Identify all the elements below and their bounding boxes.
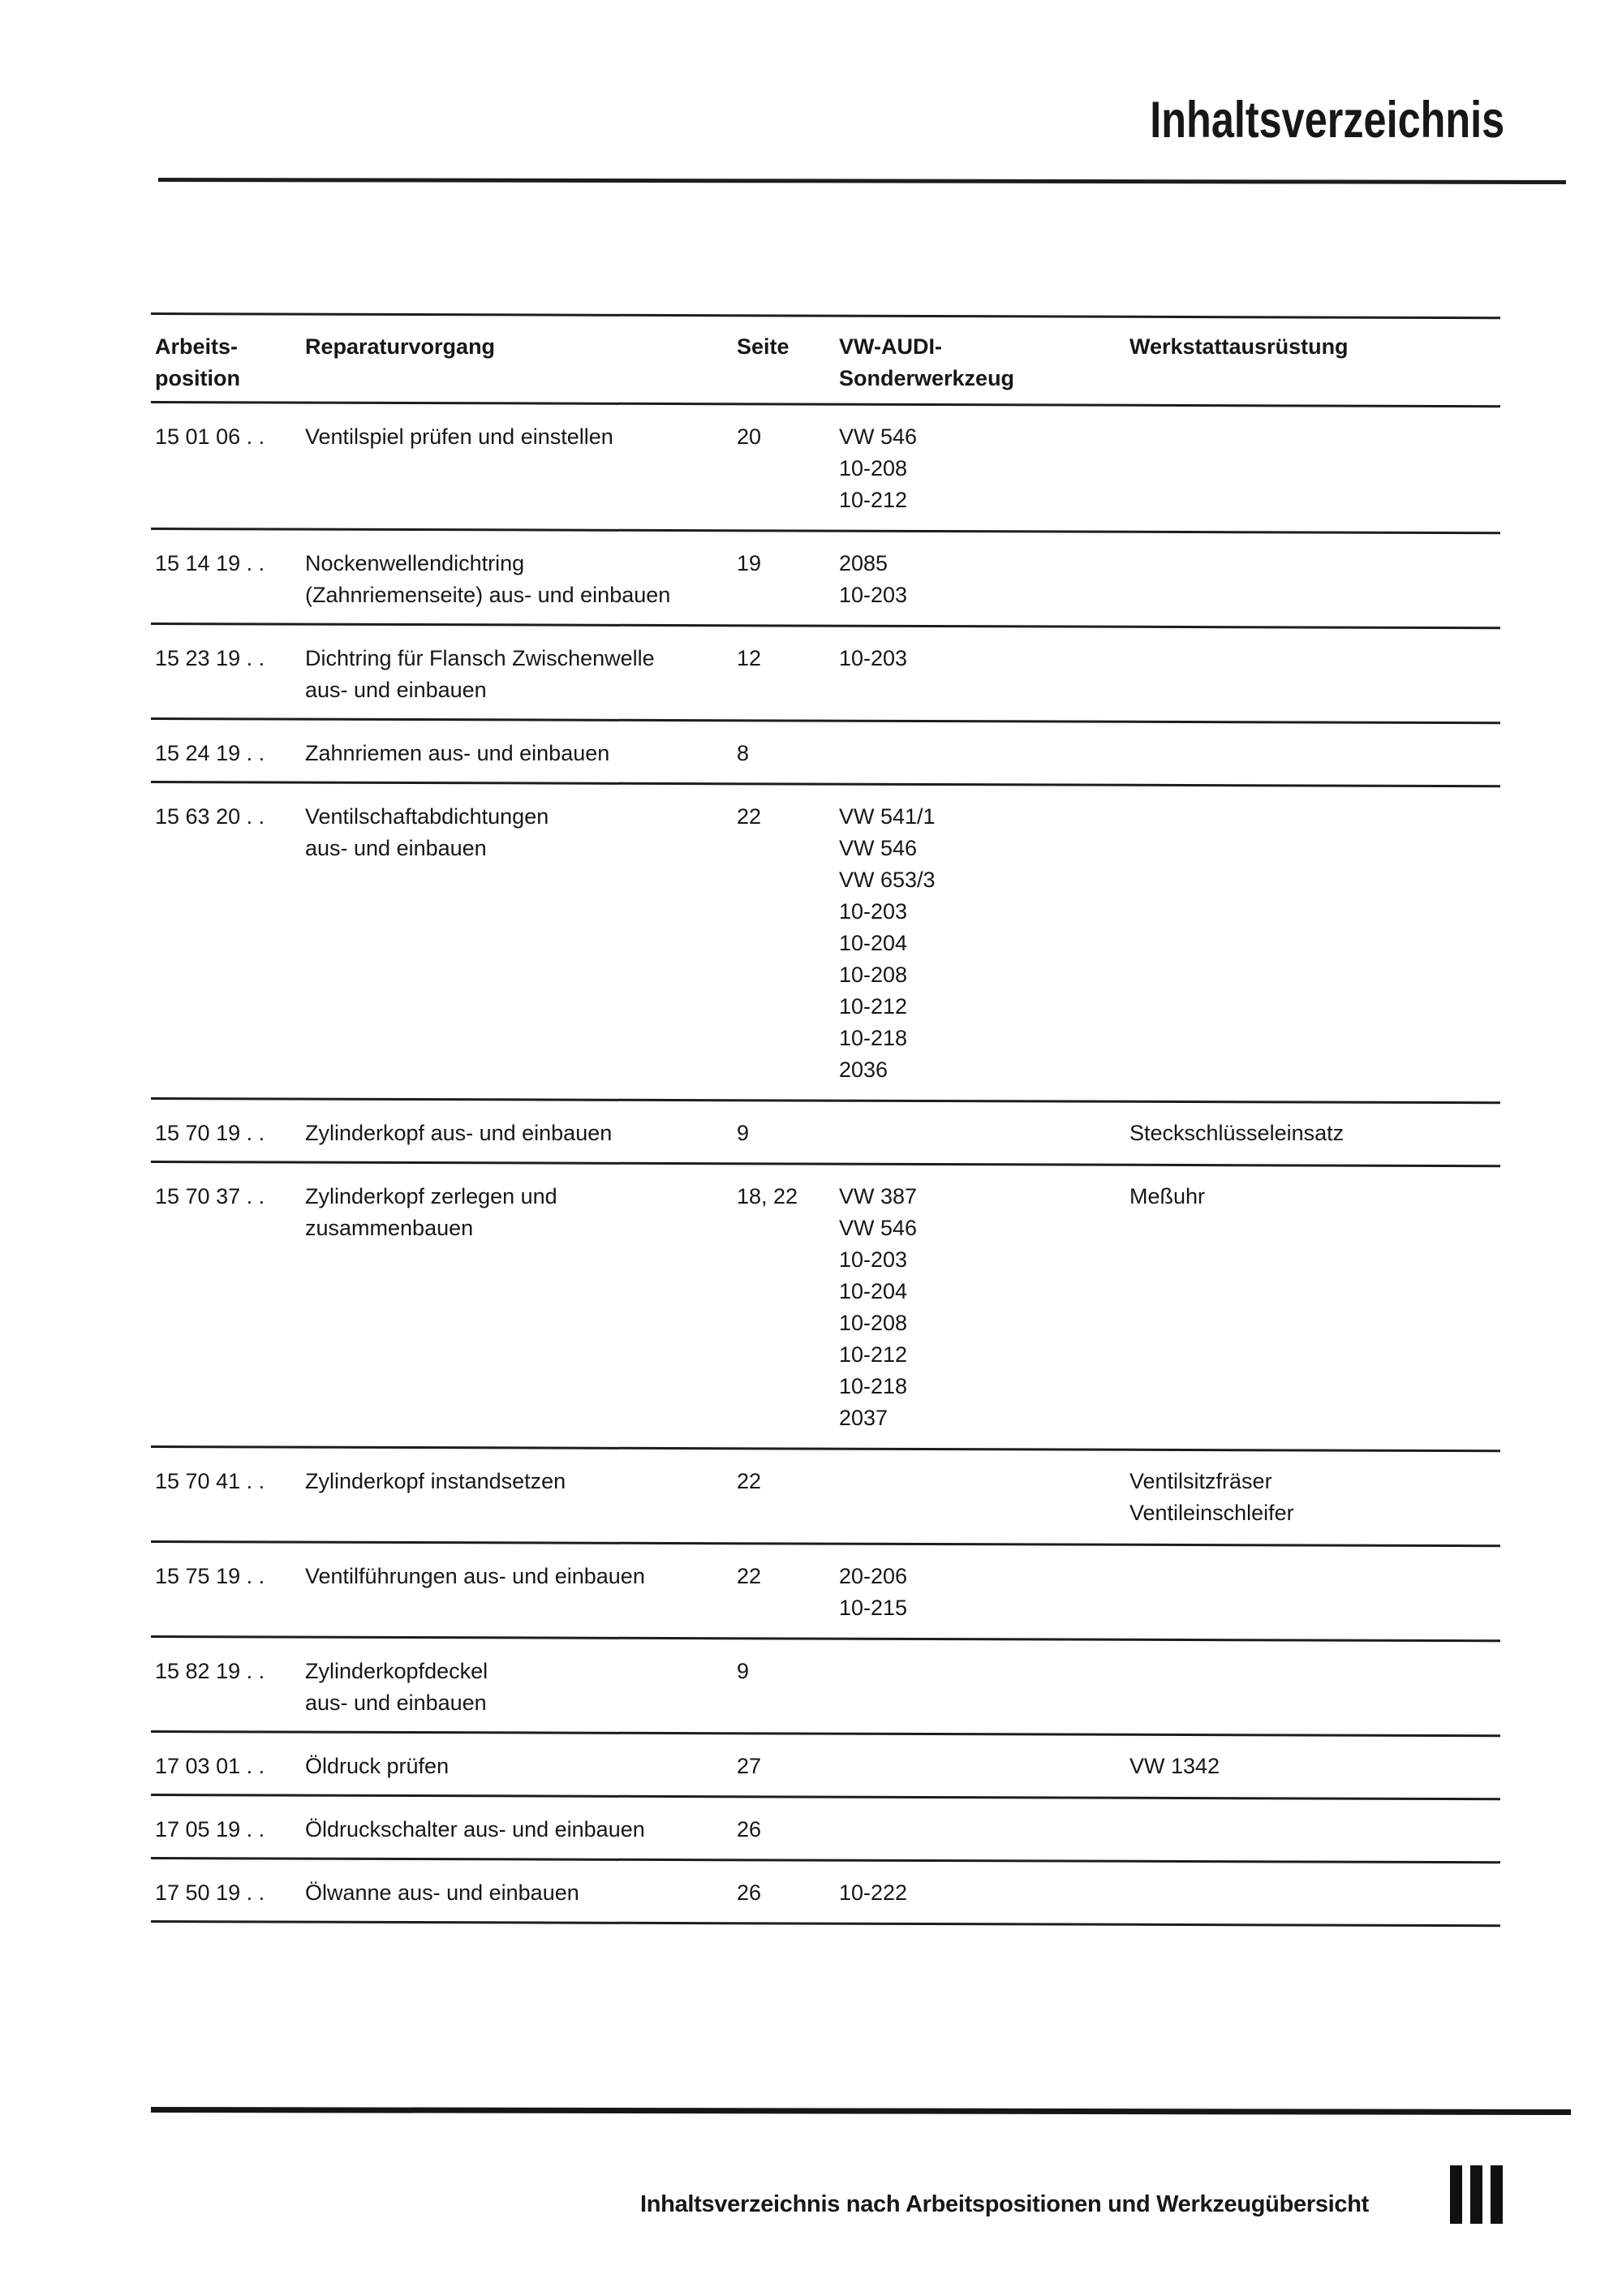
- cell-arbeitsposition: [155, 1181, 305, 1434]
- text-line: 15 75 19 . .: [155, 1564, 265, 1588]
- text-line: 10-204: [839, 1279, 908, 1303]
- cell-seite: [737, 1181, 839, 1434]
- text-line: 10-208: [839, 1311, 908, 1335]
- cell-reparaturvorgang: [305, 1561, 737, 1624]
- cell-werkstattausruestung: [1129, 801, 1499, 1086]
- table-row: [155, 1100, 1499, 1161]
- table-row: [155, 625, 1499, 717]
- cell-seite: [737, 1814, 839, 1846]
- text-line: (Zahnriemenseite) aus- und einbauen: [305, 583, 671, 607]
- text-line: 10-215: [839, 1596, 908, 1620]
- table-body: [155, 403, 1499, 1923]
- text-line: 26: [737, 1880, 762, 1905]
- text-line: 10-222: [839, 1880, 908, 1905]
- header-sonderwerkzeug: [839, 331, 1129, 394]
- cell-reparaturvorgang: [305, 801, 737, 1086]
- cell-reparaturvorgang: [305, 548, 737, 611]
- cell-seite: [737, 1751, 839, 1782]
- text-line: Meßuhr: [1129, 1184, 1206, 1208]
- table-row: [155, 403, 1499, 528]
- roman-numeral-bar: [1491, 2165, 1503, 2224]
- text-line: aus- und einbauen: [305, 836, 487, 860]
- cell-seite: [737, 1466, 839, 1529]
- cell-werkstattausruestung: [1129, 738, 1499, 769]
- text-line: position: [155, 366, 240, 390]
- text-line: Ventilschaftabdichtungen: [305, 804, 549, 829]
- text-line: Sonderwerkzeug: [839, 366, 1015, 390]
- text-line: 17 05 19 . .: [155, 1817, 265, 1842]
- text-line: 26: [737, 1817, 762, 1842]
- text-line: VW 546: [839, 424, 918, 449]
- cell-seite: [737, 421, 839, 516]
- text-line: 10-218: [839, 1374, 908, 1398]
- table-row: [155, 1543, 1499, 1635]
- roman-numeral-bar: [1470, 2165, 1482, 2224]
- text-line: aus- und einbauen: [305, 1691, 487, 1715]
- text-line: 9: [737, 1659, 750, 1683]
- text-line: 17 03 01 . .: [155, 1754, 265, 1778]
- text-line: 10-218: [839, 1026, 908, 1050]
- text-line: aus- und einbauen: [305, 678, 487, 702]
- text-line: 27: [737, 1754, 762, 1778]
- cell-reparaturvorgang: [305, 421, 737, 516]
- table-row: [155, 1859, 1499, 1920]
- text-line: VW 546: [839, 836, 918, 860]
- cell-reparaturvorgang: [305, 738, 737, 769]
- cell-sonderwerkzeug: [839, 801, 1129, 1086]
- text-line: Zylinderkopf zerlegen und: [305, 1184, 557, 1208]
- text-line: 10-208: [839, 456, 908, 480]
- text-line: VW 541/1: [839, 804, 936, 829]
- cell-seite: [737, 738, 839, 769]
- text-line: VW 653/3: [839, 868, 936, 892]
- cell-reparaturvorgang: [305, 1751, 737, 1782]
- cell-werkstattausruestung: [1129, 1877, 1499, 1909]
- cell-sonderwerkzeug: [839, 1466, 1129, 1529]
- table-row: [155, 720, 1499, 781]
- cell-seite: [737, 548, 839, 611]
- table-row: [155, 1733, 1499, 1794]
- text-line: 10-203: [839, 583, 908, 607]
- cell-seite: [737, 1118, 839, 1149]
- cell-werkstattausruestung: [1129, 1814, 1499, 1846]
- text-line: Öldruckschalter aus- und einbauen: [305, 1817, 645, 1842]
- text-line: 15 23 19 . .: [155, 646, 265, 670]
- table-row: [155, 1638, 1499, 1730]
- text-line: Arbeits-: [155, 334, 239, 359]
- cell-werkstattausruestung: [1129, 1466, 1499, 1529]
- text-line: 15 24 19 . .: [155, 741, 265, 765]
- cell-reparaturvorgang: [305, 1656, 737, 1719]
- contents-table: [155, 312, 1499, 1923]
- text-line: 15 70 37 . .: [155, 1184, 265, 1208]
- text-line: 8: [737, 741, 750, 765]
- cell-werkstattausruestung: [1129, 548, 1499, 611]
- cell-reparaturvorgang: [305, 643, 737, 706]
- cell-sonderwerkzeug: [839, 1656, 1129, 1719]
- row-divider: [151, 1920, 1500, 1927]
- cell-arbeitsposition: [155, 643, 305, 706]
- text-line: Seite: [737, 334, 789, 359]
- text-line: 10-204: [839, 931, 908, 955]
- header-arbeitsposition: [155, 331, 305, 394]
- cell-arbeitsposition: [155, 1877, 305, 1909]
- title-divider: [158, 178, 1566, 184]
- text-line: 15 82 19 . .: [155, 1659, 265, 1683]
- table-row: [155, 783, 1499, 1097]
- text-line: Reparaturvorgang: [305, 334, 496, 359]
- header-seite: [737, 331, 839, 394]
- cell-sonderwerkzeug: [839, 1751, 1129, 1782]
- cell-sonderwerkzeug: [839, 1814, 1129, 1846]
- cell-arbeitsposition: [155, 1814, 305, 1846]
- cell-sonderwerkzeug: [839, 1118, 1129, 1149]
- text-line: Nockenwellendichtring: [305, 551, 525, 575]
- text-line: 22: [737, 1564, 762, 1588]
- cell-arbeitsposition: [155, 548, 305, 611]
- text-line: 9: [737, 1121, 750, 1145]
- cell-werkstattausruestung: [1129, 1181, 1499, 1434]
- text-line: 20: [737, 424, 762, 449]
- cell-werkstattausruestung: [1129, 1118, 1499, 1149]
- text-line: 12: [737, 646, 762, 670]
- text-line: 18, 22: [737, 1184, 798, 1208]
- roman-numeral-bar: [1450, 2165, 1462, 2224]
- cell-sonderwerkzeug: [839, 548, 1129, 611]
- cell-arbeitsposition: [155, 1466, 305, 1529]
- text-line: Ölwanne aus- und einbauen: [305, 1880, 579, 1905]
- cell-sonderwerkzeug: [839, 1877, 1129, 1909]
- cell-sonderwerkzeug: [839, 1181, 1129, 1434]
- cell-seite: [737, 643, 839, 706]
- cell-arbeitsposition: [155, 1561, 305, 1624]
- text-line: 10-212: [839, 488, 908, 512]
- text-line: 19: [737, 551, 762, 575]
- cell-reparaturvorgang: [305, 1118, 737, 1149]
- table-row: [155, 1796, 1499, 1857]
- cell-sonderwerkzeug: [839, 1561, 1129, 1624]
- cell-werkstattausruestung: [1129, 421, 1499, 516]
- text-line: Zylinderkopfdeckel: [305, 1659, 488, 1683]
- table-header-row: [155, 315, 1499, 401]
- text-line: 2036: [839, 1058, 888, 1082]
- cell-sonderwerkzeug: [839, 738, 1129, 769]
- text-line: Dichtring für Flansch Zwischenwelle: [305, 646, 655, 670]
- text-line: Zahnriemen aus- und einbauen: [305, 741, 610, 765]
- cell-arbeitsposition: [155, 1751, 305, 1782]
- footer-divider: [151, 2107, 1571, 2115]
- text-line: Ventilführungen aus- und einbauen: [305, 1564, 645, 1588]
- text-line: 10-203: [839, 646, 908, 670]
- text-line: Ventilsitzfräser: [1129, 1469, 1272, 1493]
- text-line: 22: [737, 804, 762, 829]
- cell-reparaturvorgang: [305, 1181, 737, 1434]
- cell-arbeitsposition: [155, 421, 305, 516]
- text-line: 10-212: [839, 1342, 908, 1367]
- text-line: VW 546: [839, 1216, 918, 1240]
- page-title: Inhaltsverzeichnis: [1150, 92, 1504, 149]
- text-line: 15 70 41 . .: [155, 1469, 265, 1493]
- cell-arbeitsposition: [155, 801, 305, 1086]
- text-line: 10-203: [839, 899, 908, 924]
- cell-reparaturvorgang: [305, 1466, 737, 1529]
- cell-seite: [737, 1877, 839, 1909]
- table-row: [155, 1448, 1499, 1540]
- text-line: Werkstattausrüstung: [1129, 334, 1349, 359]
- text-line: Öldruck prüfen: [305, 1754, 450, 1778]
- cell-sonderwerkzeug: [839, 421, 1129, 516]
- cell-reparaturvorgang: [305, 1814, 737, 1846]
- text-line: VW 1342: [1129, 1754, 1220, 1778]
- header-werkstattausruestung: [1129, 331, 1499, 394]
- cell-arbeitsposition: [155, 1656, 305, 1719]
- text-line: Zylinderkopf instandsetzen: [305, 1469, 566, 1493]
- text-line: zusammenbauen: [305, 1216, 474, 1240]
- table-row: [155, 530, 1499, 622]
- text-line: Ventileinschleifer: [1129, 1501, 1294, 1525]
- text-line: Steckschlüsseleinsatz: [1129, 1121, 1344, 1145]
- text-line: 15 63 20 . .: [155, 804, 265, 829]
- cell-seite: [737, 801, 839, 1086]
- cell-werkstattausruestung: [1129, 1751, 1499, 1782]
- text-line: 22: [737, 1469, 762, 1493]
- text-line: 15 01 06 . .: [155, 424, 265, 449]
- page-number-marker: [1450, 2165, 1503, 2224]
- table-row: [155, 1163, 1499, 1445]
- text-line: Ventilspiel prüfen und einstellen: [305, 424, 613, 449]
- cell-werkstattausruestung: [1129, 1656, 1499, 1719]
- footer-caption: Inhaltsverzeichnis nach Arbeitspositionen und Werkzeugübersicht: [640, 2191, 1369, 2217]
- header-reparaturvorgang: [305, 331, 737, 394]
- cell-reparaturvorgang: [305, 1877, 737, 1909]
- cell-seite: [737, 1561, 839, 1624]
- cell-arbeitsposition: [155, 738, 305, 769]
- text-line: 2037: [839, 1406, 888, 1430]
- text-line: 17 50 19 . .: [155, 1880, 265, 1905]
- text-line: 10-212: [839, 994, 908, 1019]
- text-line: 10-203: [839, 1247, 908, 1272]
- text-line: VW-AUDI-: [839, 334, 942, 359]
- text-line: 20-206: [839, 1564, 908, 1588]
- text-line: Zylinderkopf aus- und einbauen: [305, 1121, 613, 1145]
- cell-werkstattausruestung: [1129, 1561, 1499, 1624]
- cell-seite: [737, 1656, 839, 1719]
- cell-arbeitsposition: [155, 1118, 305, 1149]
- cell-werkstattausruestung: [1129, 643, 1499, 706]
- text-line: VW 387: [839, 1184, 918, 1208]
- text-line: 15 70 19 . .: [155, 1121, 265, 1145]
- text-line: 2085: [839, 551, 888, 575]
- text-line: 15 14 19 . .: [155, 551, 265, 575]
- cell-sonderwerkzeug: [839, 643, 1129, 706]
- text-line: 10-208: [839, 963, 908, 987]
